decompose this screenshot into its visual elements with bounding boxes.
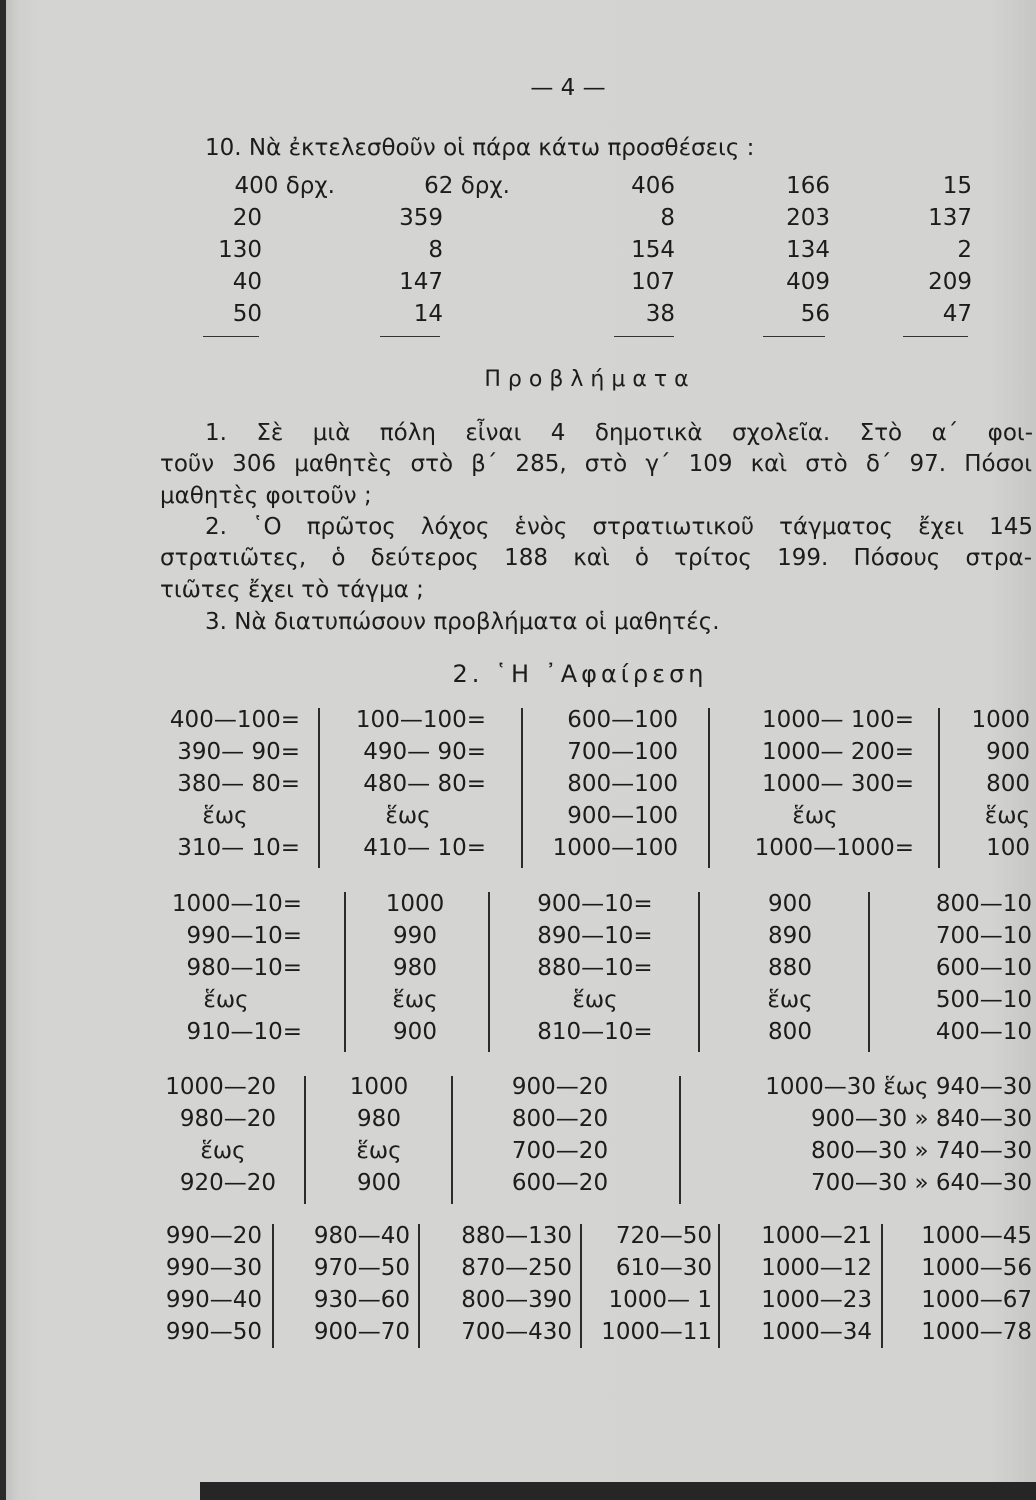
b1-c3-r3: 800—100 <box>567 771 678 797</box>
b1-c4-r1: 1000— 100= <box>761 707 914 733</box>
exercise-10-heading: 10. Νὰ ἐκτελεσθοῦν οἱ πάρα κάτω προσθέσεις : <box>205 135 755 161</box>
b2-c5-r5: 400—10 <box>935 1019 1032 1045</box>
b2-c4-r5: 800 <box>768 1019 812 1045</box>
b1-c3-r1: 600—100 <box>567 707 678 733</box>
b2-c3-r1: 900—10= <box>537 891 653 917</box>
b2-c2-r1: 1000 <box>385 891 445 917</box>
b1-c4-r2: 1000— 200= <box>761 739 914 765</box>
b2-c1-r3: 980—10= <box>186 955 302 981</box>
b2-c5-r3: 600—10 <box>935 955 1032 981</box>
b4-c3-r2: 870—250 <box>461 1255 572 1281</box>
b4-c6-r1: 1000—45 <box>921 1223 1032 1249</box>
b2-c5-r4: 500—10 <box>935 987 1032 1013</box>
b1-c1-r1: 400—100= <box>169 707 300 733</box>
b4-c4-r2: 610—30 <box>615 1255 712 1281</box>
divider <box>868 892 870 1052</box>
b4-c6-r4: 1000—78 <box>921 1319 1032 1345</box>
divider <box>451 1076 453 1204</box>
sum-line <box>203 336 259 337</box>
problems-title: Προβλήματα <box>484 367 696 392</box>
ex10-col4-row5: 56 <box>800 301 830 327</box>
b4-c1-r4: 990—50 <box>165 1319 262 1345</box>
b3-c4-r2: 900—30 » 840—30 <box>810 1106 1032 1132</box>
b4-c2-r2: 970—50 <box>313 1255 410 1281</box>
b3-c3-r1: 900—20 <box>511 1074 609 1100</box>
b1-c3-r5: 1000—100 <box>552 835 678 861</box>
b4-c2-r1: 980—40 <box>313 1223 410 1249</box>
problem-line-4: 2. ῾Ο πρῶτος λόχος ἑνὸς στρατιωτικοῦ τάγματος ἔχει 145 <box>205 514 1033 540</box>
b3-c1-r4: 920—20 <box>179 1170 276 1196</box>
ex10-col2-row4: 147 <box>399 269 443 295</box>
b1-c3-r2: 700—100 <box>567 739 678 765</box>
page-number: — 4 — <box>530 75 606 101</box>
b1-c4-r5: 1000—1000= <box>754 835 914 861</box>
b4-c5-r2: 1000—12 <box>761 1255 872 1281</box>
b4-c1-r1: 990—20 <box>165 1223 262 1249</box>
b3-c1-r3: ἕως <box>200 1138 246 1164</box>
ex10-col3-row1: 406 <box>631 173 675 199</box>
b2-c1-r2: 990—10= <box>186 923 302 949</box>
b3-c1-r2: 980—20 <box>179 1106 276 1132</box>
b4-c5-r1: 1000—21 <box>761 1223 872 1249</box>
b2-c4-r1: 900 <box>768 891 812 917</box>
divider <box>881 1224 883 1348</box>
b2-c2-r5: 900 <box>393 1019 437 1045</box>
ex10-col4-row3: 134 <box>786 237 830 263</box>
b3-c2-r4: 900 <box>357 1170 401 1196</box>
ex10-col1-row5: 50 <box>232 301 262 327</box>
b1-c3-r4: 900—100 <box>567 803 678 829</box>
b4-c1-r2: 990—30 <box>165 1255 262 1281</box>
b1-c1-r5: 310— 10= <box>177 835 300 861</box>
b2-c2-r4: ἕως <box>392 987 438 1013</box>
ex10-col3-row4: 107 <box>631 269 675 295</box>
b3-c2-r3: ἕως <box>356 1138 402 1164</box>
problem-line-1: 1. Σὲ μιὰ πόλη εἶναι 4 δημοτικὰ σχολεῖα. Στὸ α΄ φοι- <box>205 420 1033 446</box>
b2-c4-r2: 890 <box>768 923 812 949</box>
b3-c3-r2: 800—20 <box>511 1106 609 1132</box>
ex10-col5-row1: 15 <box>942 173 972 199</box>
b1-c5-r2: 900 <box>986 739 1030 765</box>
ex10-col1-row1: 400 δρχ. <box>234 173 335 199</box>
divider <box>304 1076 306 1204</box>
divider <box>344 892 346 1052</box>
b1-c2-r2: 490— 90= <box>363 739 486 765</box>
page-edge-shadow <box>0 0 6 1500</box>
divider <box>580 1224 582 1348</box>
ex10-col3-row2: 8 <box>660 205 675 231</box>
ex10-col5-row2: 137 <box>928 205 972 231</box>
b4-c4-r1: 720—50 <box>615 1223 712 1249</box>
b1-c5-r4: ἕως <box>984 803 1030 829</box>
ex10-col4-row4: 409 <box>786 269 830 295</box>
problem-line-7: 3. Νὰ διατυπώσουν προβλήματα οἱ μαθητές. <box>205 609 720 635</box>
b4-c2-r4: 900—70 <box>313 1319 410 1345</box>
divider <box>418 1224 420 1348</box>
ex10-col5-row5: 47 <box>942 301 972 327</box>
b2-c3-r5: 810—10= <box>537 1019 653 1045</box>
problem-line-5: στρατιῶτες, ὁ δεύτερος 188 καὶ ὁ τρίτος 199. Πόσους στρα- <box>160 545 1032 571</box>
b4-c4-r3: 1000— 1 <box>608 1287 712 1313</box>
ex10-col4-row1: 166 <box>786 173 830 199</box>
ex10-col2-row1: 62 δρχ. <box>424 173 510 199</box>
sum-line <box>763 336 825 337</box>
ex10-col1-row3: 130 <box>218 237 262 263</box>
b4-c5-r3: 1000—23 <box>761 1287 872 1313</box>
b2-c5-r2: 700—10 <box>935 923 1032 949</box>
b1-c2-r1: 100—100= <box>355 707 486 733</box>
b1-c4-r4: ἕως <box>792 803 838 829</box>
b4-c3-r1: 880—130 <box>461 1223 572 1249</box>
ex10-col5-row4: 209 <box>928 269 972 295</box>
b2-c4-r3: 880 <box>768 955 812 981</box>
b2-c1-r5: 910—10= <box>186 1019 302 1045</box>
b4-c6-r3: 1000—67 <box>921 1287 1032 1313</box>
ex10-col2-row5: 14 <box>413 301 443 327</box>
problem-line-6: τιῶτες ἔχει τὸ τάγμα ; <box>160 577 424 603</box>
b3-c4-r1: 1000—30 ἕως 940—30 <box>765 1074 1032 1100</box>
b2-c2-r3: 980 <box>393 955 437 981</box>
ex10-col4-row2: 203 <box>786 205 830 231</box>
divider <box>698 892 700 1052</box>
b1-c1-r3: 380— 80= <box>177 771 300 797</box>
b3-c2-r1: 1000 <box>349 1074 409 1100</box>
b2-c4-r4: ἕως <box>767 987 813 1013</box>
ex10-col3-row5: 38 <box>645 301 675 327</box>
divider <box>708 708 710 868</box>
divider <box>938 708 940 868</box>
next-page-edge <box>200 1482 1036 1500</box>
b3-c3-r3: 700—20 <box>511 1138 609 1164</box>
b1-c1-r2: 390— 90= <box>177 739 300 765</box>
b1-c5-r5: 100 <box>986 835 1030 861</box>
sum-line <box>614 336 674 337</box>
divider <box>718 1224 720 1348</box>
ex10-col2-row2: 359 <box>399 205 443 231</box>
divider <box>521 708 523 868</box>
divider <box>488 892 490 1052</box>
b1-c2-r5: 410— 10= <box>363 835 486 861</box>
b2-c2-r2: 990 <box>393 923 437 949</box>
b3-c3-r4: 600—20 <box>511 1170 609 1196</box>
b3-c1-r1: 1000—20 <box>165 1074 276 1100</box>
problem-line-3: μαθητὲς φοιτοῦν ; <box>160 483 372 509</box>
b4-c3-r3: 800—390 <box>461 1287 572 1313</box>
ex10-col2-row3: 8 <box>428 237 443 263</box>
divider <box>679 1076 681 1204</box>
b1-c1-r4: ἕως <box>202 803 248 829</box>
b2-c3-r4: ἕως <box>572 987 618 1013</box>
ex10-col1-row2: 20 <box>232 205 262 231</box>
b4-c1-r3: 990—40 <box>165 1287 262 1313</box>
b1-c5-r3: 800 <box>986 771 1030 797</box>
problem-line-2: τοῦν 306 μαθητὲς στὸ β΄ 285, στὸ γ΄ 109 καὶ στὸ δ΄ 97. Πόσοι <box>160 451 1032 477</box>
b4-c5-r4: 1000—34 <box>761 1319 872 1345</box>
divider <box>318 708 320 868</box>
b2-c5-r1: 800—10 <box>935 891 1032 917</box>
b1-c2-r4: ἕως <box>385 803 431 829</box>
b2-c1-r1: 1000—10= <box>171 891 302 917</box>
b2-c3-r2: 890—10= <box>537 923 653 949</box>
b3-c4-r3: 800—30 » 740—30 <box>810 1138 1032 1164</box>
ex10-col1-row4: 40 <box>232 269 262 295</box>
subtraction-title: 2. ῾Η ᾿Αφαίρεση <box>452 660 708 688</box>
b1-c5-r1: 1000 <box>971 707 1030 733</box>
divider <box>272 1224 274 1348</box>
b2-c1-r4: ἕως <box>203 987 249 1013</box>
b1-c2-r3: 480— 80= <box>363 771 486 797</box>
b4-c4-r4: 1000—11 <box>601 1319 712 1345</box>
ex10-col5-row3: 2 <box>957 237 972 263</box>
b1-c4-r3: 1000— 300= <box>761 771 914 797</box>
sum-line <box>903 336 968 337</box>
b4-c6-r2: 1000—56 <box>921 1255 1032 1281</box>
b4-c3-r4: 700—430 <box>461 1319 572 1345</box>
b4-c2-r3: 930—60 <box>313 1287 410 1313</box>
ex10-col3-row3: 154 <box>631 237 675 263</box>
b3-c2-r2: 980 <box>357 1106 401 1132</box>
sum-line <box>380 336 440 337</box>
b3-c4-r4: 700—30 » 640—30 <box>810 1170 1032 1196</box>
b2-c3-r3: 880—10= <box>537 955 653 981</box>
